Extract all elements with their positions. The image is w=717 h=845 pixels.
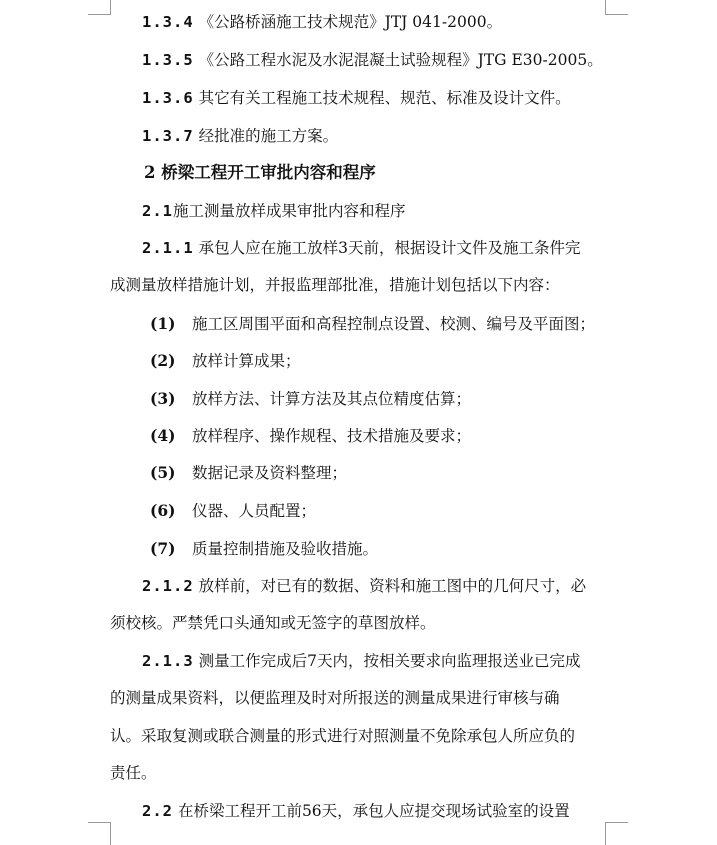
list-item <box>150 350 648 372</box>
item-1-3-6 <box>142 87 640 109</box>
list-item-number: (7) <box>150 539 176 558</box>
list-item-text: 仪器、人员配置； <box>192 502 317 520</box>
section-heading <box>144 162 642 184</box>
list-item-number: (3) <box>150 389 176 408</box>
paragraph-2-1-3-line-3: 认。采取复测或联合测量的形式进行对照测量不免除承包人所应负的 <box>110 727 576 745</box>
paragraph-2-1-2-line-2: 须校核。严禁凭口头通知或无签字的草图放样。 <box>110 614 436 632</box>
list-item <box>150 500 648 522</box>
item-number: 1.3.7 <box>142 127 194 145</box>
paragraph-text: 承包人应在施工放样3天前，根据设计文件及施工条件完 <box>198 239 581 257</box>
subsection-heading <box>142 200 640 222</box>
paragraph-number: 2.1.2 <box>142 577 194 595</box>
list-item-text: 数据记录及资料整理； <box>192 464 348 482</box>
list-item-number: (4) <box>150 426 176 445</box>
list-item-number: (2) <box>150 351 176 370</box>
paragraph-number: 2.1.3 <box>142 652 194 670</box>
list-item-text: 施工区周围平面和高程控制点设置、校测、编号及平面图； <box>192 315 596 333</box>
list-item <box>150 425 648 447</box>
list-item-text: 放样方法、计算方法及其点位精度估算； <box>192 390 472 408</box>
list-item <box>150 313 648 335</box>
crop-mark-bottom-right <box>605 822 628 845</box>
paragraph-number: 2.2 <box>142 802 173 820</box>
list-item <box>150 388 648 410</box>
list-item-text: 质量控制措施及验收措施。 <box>192 540 379 558</box>
paragraph-2-1-3-line-1 <box>142 650 608 672</box>
paragraph-2-1-3-line-2: 的测量成果资料，以便监理及时对所报送的测量成果进行审核与确 <box>110 689 560 707</box>
paragraph-number: 2.1.1 <box>142 239 194 257</box>
section-title: 桥梁工程开工审批内容和程序 <box>161 163 376 182</box>
list-item-number: (5) <box>150 463 176 482</box>
list-item <box>150 538 648 560</box>
subsection-title: 施工测量放样成果审批内容和程序 <box>173 202 406 220</box>
paragraph-2-1-2-line-1 <box>142 575 608 597</box>
list-item <box>150 462 648 484</box>
item-number: 1.3.4 <box>142 13 194 31</box>
paragraph-2-1-1-line-2: 成测量放样措施计划，并报监理部批准，措施计划包括以下内容： <box>110 276 560 294</box>
list-item-text: 放样计算成果； <box>192 352 301 370</box>
crop-mark-bottom-left <box>88 822 111 845</box>
item-text: 《公路工程水泥及水泥混凝土试验规程》JTG E30-2005。 <box>198 51 603 69</box>
crop-mark-top-left <box>88 0 111 15</box>
paragraph-text: 在桥梁工程开工前56天，承包人应提交现场试验室的设置 <box>177 802 570 820</box>
paragraph-2-1-3-line-4: 责任。 <box>110 764 157 782</box>
section-number: 2 <box>144 163 156 182</box>
list-item-number: (1) <box>150 314 176 333</box>
paragraph-text: 测量工作完成后7天内，按相关要求向监理报送业已完成 <box>198 652 581 670</box>
item-number: 1.3.5 <box>142 51 194 69</box>
list-item-text: 放样程序、操作规程、技术措施及要求； <box>192 427 472 445</box>
subsection-number: 2.1 <box>142 202 173 220</box>
paragraph-2-1-1-line-1 <box>142 237 608 259</box>
item-1-3-4 <box>142 11 640 33</box>
item-1-3-5 <box>142 49 640 71</box>
item-text: 其它有关工程施工技术规程、规范、标准及设计文件。 <box>198 89 571 107</box>
list-item-number: (6) <box>150 501 176 520</box>
item-text: 《公路桥涵施工技术规范》JTJ 041-2000。 <box>198 13 503 31</box>
item-text: 经批准的施工方案。 <box>198 127 339 145</box>
item-1-3-7 <box>142 125 640 147</box>
paragraph-text: 放样前，对已有的数据、资料和施工图中的几何尺寸，必 <box>198 577 587 595</box>
paragraph-2-2-line-1 <box>142 800 608 822</box>
item-number: 1.3.6 <box>142 89 194 107</box>
